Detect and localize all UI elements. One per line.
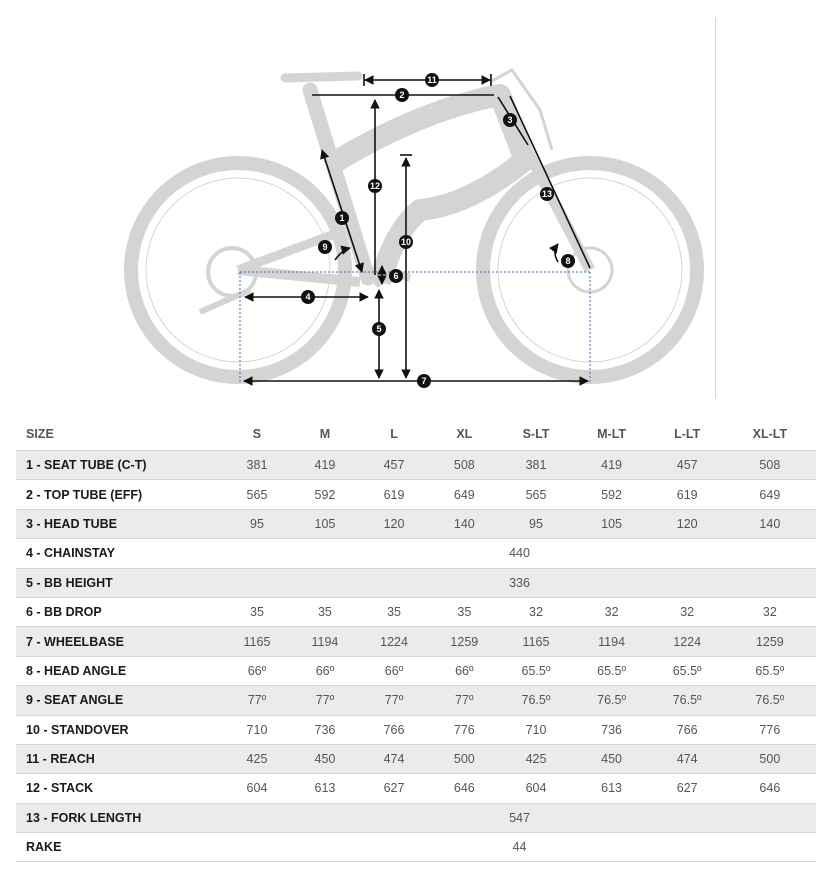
row-value: 32 [651, 597, 724, 626]
marker-9 [318, 240, 332, 254]
row-label: 1 - SEAT TUBE (C-T) [16, 451, 223, 480]
row-value: 1165 [223, 627, 291, 656]
row-value: 35 [291, 597, 359, 626]
table-row [16, 715, 816, 744]
row-label: RAKE [16, 833, 223, 862]
row-value: 500 [724, 744, 816, 773]
marker-13 [540, 187, 554, 201]
row-value: 32 [499, 597, 572, 626]
row-label: 13 - FORK LENGTH [16, 803, 223, 832]
row-value: 425 [223, 744, 291, 773]
table-row [16, 774, 816, 803]
table-row [16, 568, 816, 597]
row-label: 4 - CHAINSTAY [16, 539, 223, 568]
row-label: 3 - HEAD TUBE [16, 509, 223, 538]
marker-8 [561, 254, 575, 268]
marker-10 [399, 235, 413, 249]
row-value: 565 [499, 480, 572, 509]
row-value: 65.5º [724, 656, 816, 685]
row-value: 646 [724, 774, 816, 803]
table-row [16, 451, 816, 480]
row-label: 7 - WHEELBASE [16, 627, 223, 656]
row-value: 450 [573, 744, 651, 773]
row-label: 12 - STACK [16, 774, 223, 803]
marker-7 [417, 374, 431, 388]
table-row [16, 509, 816, 538]
size-column-header: L-LT [674, 427, 701, 441]
row-value: 32 [573, 597, 651, 626]
row-value: 1194 [573, 627, 651, 656]
row-value: 66º [429, 656, 499, 685]
size-column-header: S-LT [522, 427, 550, 441]
row-value: 140 [724, 509, 816, 538]
svg-text:11: 11 [427, 75, 437, 85]
row-value: 508 [429, 451, 499, 480]
svg-text:2: 2 [399, 90, 405, 100]
row-label: 10 - STANDOVER [16, 715, 223, 744]
table-row [16, 627, 816, 656]
row-value: 500 [429, 744, 499, 773]
row-value: 77º [429, 686, 499, 715]
row-value: 736 [573, 715, 651, 744]
row-value: 44 [223, 833, 816, 862]
row-value: 66º [223, 656, 291, 685]
row-value: 604 [223, 774, 291, 803]
row-value: 1224 [651, 627, 724, 656]
table-header-row [16, 418, 816, 451]
size-column-header: XL-LT [752, 427, 788, 441]
row-value: 336 [223, 568, 816, 597]
row-value: 76.5º [651, 686, 724, 715]
row-value: 425 [499, 744, 572, 773]
row-value: 66º [291, 656, 359, 685]
row-label: 11 - REACH [16, 744, 223, 773]
row-value: 419 [291, 451, 359, 480]
row-label: 2 - TOP TUBE (EFF) [16, 480, 223, 509]
row-label: 9 - SEAT ANGLE [16, 686, 223, 715]
svg-text:7: 7 [421, 376, 427, 386]
row-value: 65.5º [499, 656, 572, 685]
marker-11 [425, 73, 439, 87]
size-column-header: S [252, 427, 262, 441]
svg-text:10: 10 [400, 237, 412, 247]
table-row [16, 686, 816, 715]
row-label: 8 - HEAD ANGLE [16, 656, 223, 685]
row-value: 120 [359, 509, 429, 538]
row-value: 592 [573, 480, 651, 509]
row-value: 95 [223, 509, 291, 538]
marker-2 [395, 88, 409, 102]
row-value: 1165 [499, 627, 572, 656]
table-row [16, 744, 816, 773]
row-value: 440 [223, 539, 816, 568]
svg-text:13: 13 [541, 189, 553, 199]
row-label: 5 - BB HEIGHT [16, 568, 223, 597]
row-value: 1259 [724, 627, 816, 656]
table-row [16, 803, 816, 832]
row-value: 474 [359, 744, 429, 773]
row-label: 6 - BB DROP [16, 597, 223, 626]
row-value: 140 [429, 509, 499, 538]
row-value: 381 [499, 451, 572, 480]
size-header: SIZE [26, 427, 54, 441]
marker-4 [301, 290, 315, 304]
row-value: 35 [223, 597, 291, 626]
svg-text:9: 9 [322, 242, 328, 252]
row-value: 649 [724, 480, 816, 509]
row-value: 613 [573, 774, 651, 803]
row-value: 710 [223, 715, 291, 744]
row-value: 604 [499, 774, 572, 803]
row-value: 120 [651, 509, 724, 538]
row-value: 1194 [291, 627, 359, 656]
svg-text:3: 3 [507, 115, 513, 125]
marker-5 [372, 322, 386, 336]
row-value: 77º [223, 686, 291, 715]
row-value: 35 [359, 597, 429, 626]
row-value: 627 [359, 774, 429, 803]
row-value: 619 [359, 480, 429, 509]
row-value: 776 [724, 715, 816, 744]
svg-text:1: 1 [339, 213, 345, 223]
row-value: 1259 [429, 627, 499, 656]
row-value: 766 [359, 715, 429, 744]
svg-text:12: 12 [369, 181, 381, 191]
row-value: 65.5º [651, 656, 724, 685]
row-value: 32 [724, 597, 816, 626]
svg-text:4: 4 [305, 292, 311, 302]
bike-silhouette [131, 70, 697, 377]
row-value: 508 [724, 451, 816, 480]
row-value: 105 [573, 509, 651, 538]
size-column-header: L [390, 427, 398, 441]
table-row [16, 833, 816, 862]
row-value: 76.5º [573, 686, 651, 715]
row-value: 547 [223, 803, 816, 832]
bike-geometry-diagram [0, 0, 830, 410]
row-value: 77º [359, 686, 429, 715]
marker-12 [368, 179, 382, 193]
row-value: 474 [651, 744, 724, 773]
row-value: 77º [291, 686, 359, 715]
table-row [16, 597, 816, 626]
row-value: 65.5º [573, 656, 651, 685]
row-value: 619 [651, 480, 724, 509]
row-value: 710 [499, 715, 572, 744]
row-value: 95 [499, 509, 572, 538]
svg-text:6: 6 [393, 271, 399, 281]
size-column-header: M [319, 427, 331, 441]
row-value: 76.5º [499, 686, 572, 715]
row-value: 766 [651, 715, 724, 744]
row-value: 649 [429, 480, 499, 509]
row-value: 627 [651, 774, 724, 803]
table-row [16, 656, 816, 685]
svg-text:5: 5 [376, 324, 382, 334]
size-column-header: XL [456, 427, 473, 441]
row-value: 450 [291, 744, 359, 773]
row-value: 105 [291, 509, 359, 538]
row-value: 457 [651, 451, 724, 480]
table-row [16, 480, 816, 509]
row-value: 1224 [359, 627, 429, 656]
row-value: 613 [291, 774, 359, 803]
divider-line [715, 18, 716, 398]
marker-1 [335, 211, 349, 225]
row-value: 736 [291, 715, 359, 744]
row-value: 76.5º [724, 686, 816, 715]
marker-6 [389, 269, 403, 283]
marker-3 [503, 113, 517, 127]
row-value: 776 [429, 715, 499, 744]
table-row [16, 539, 816, 568]
size-column-header: M-LT [597, 427, 627, 441]
svg-text:8: 8 [565, 256, 571, 266]
row-value: 646 [429, 774, 499, 803]
row-value: 35 [429, 597, 499, 626]
geometry-table [16, 418, 816, 862]
row-value: 592 [291, 480, 359, 509]
row-value: 565 [223, 480, 291, 509]
row-value: 457 [359, 451, 429, 480]
row-value: 66º [359, 656, 429, 685]
row-value: 419 [573, 451, 651, 480]
row-value: 381 [223, 451, 291, 480]
